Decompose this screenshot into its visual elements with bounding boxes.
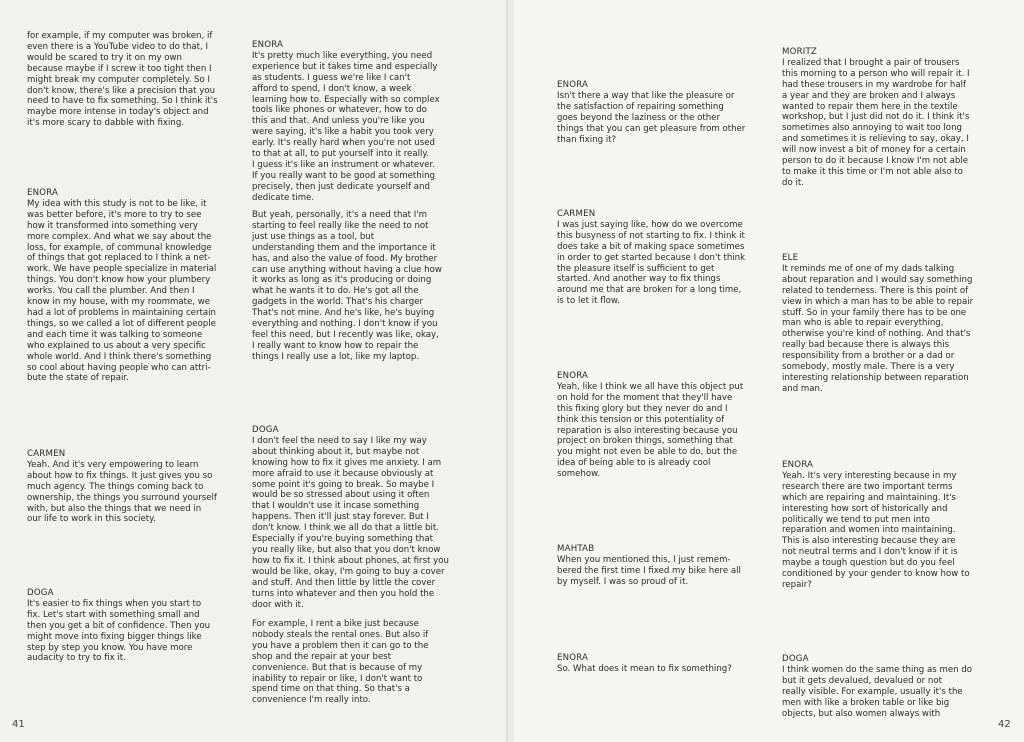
speaker-name: ENORA <box>252 40 284 50</box>
speech-block <box>782 460 1007 591</box>
speech-text: But yeah, personally, it's a need that I'm starting to feel really like the need to not just use things as a tool, but understanding them and the importance it has, and also the value of food. My brother can use anything without having a clue how it works as long as it's producing or doing what he wants it to do. He's got all the gadgets in the world. That's his charger That's not mine. And he's like, he's buying everything and nothing. I don't know if you feel this need, but I recently was like, okay, I really want to know how to repair the things I really use a lot, like my laptop. <box>252 210 442 362</box>
speech-block <box>252 40 472 204</box>
speech-text: Isn't there a way that like the pleasure or the satisfaction of repairing something goes beyond the laziness or the other things that you can get pleasure from other than fixing it? <box>557 90 746 145</box>
speech-text: for example, if my computer was broken, if even there is a YouTube video to do that, I would be scared to try it on my own because maybe if I screw it too tight then I might break my computer completely. So I don't know, there's like a precision that you need to have to fix something. So I think it's maybe more intense in today's object and it's more scary to dabble with fixing. <box>27 31 218 129</box>
speaker-name: ELE <box>782 253 799 263</box>
speech-block <box>557 544 769 588</box>
left-page <box>0 0 508 742</box>
speech-text: Yeah. It's very interesting because in my research there are two important terms which are repairing and maintaining. It's interesting how sort of historically and politically we tend to put men into reparation and women into maintaining. This is also interesting because they are not neutral terms and I don't know if it is maybe a tough question but do you feel conditioned by your gender to know how to repair? <box>782 470 970 590</box>
speech-block <box>557 80 769 145</box>
speech-block <box>27 588 239 664</box>
page-number: 41 <box>12 719 25 730</box>
speaker-name: ENORA <box>557 371 589 381</box>
speaker-name: ENORA <box>782 460 814 470</box>
speech-text: When you mentioned this, I just remem- bered the first time I fixed my bike here all by myself. I was so proud of it. <box>557 554 741 587</box>
speaker-name: DOGA <box>27 588 54 598</box>
speech-block <box>252 425 472 610</box>
speech-text: It's pretty much like everything, you need experience but it takes time and especially as students. I guess we're like I can't afford to spend, I don't know, a week learning how to. Especially with so complex tools like phones or whatever, how to do this and that. And unless you're like you were saying, it's like a habit you took very early. It's really hard when you're not used to that at all, to put yourself into it really. I guess it's like an instrument or whatever. If you really want to be good at something precisely, then just dedicate yourself and dedicate time. <box>252 50 440 203</box>
speech-block <box>252 619 472 706</box>
page-number: 42 <box>998 719 1011 730</box>
speaker-name: CARMEN <box>557 209 596 219</box>
speech-block <box>27 449 239 525</box>
speech-text: I realized that I brought a pair of trousers this morning to a person who will repair it. I had these trousers in my wardrobe for half a year and they are broken and I always wanted to repair them here in the textile workshop, but I just did not do it. I think it's sometimes also annoying to wait too long and sometimes it is relieving to say, okay, I will now invest a bit of money for a certain person to do it because I know I'm not able to make it this time or I'm not able also to do it. <box>782 57 970 188</box>
speech-block <box>27 31 239 129</box>
speaker-name: DOGA <box>252 425 279 435</box>
speech-text: Yeah, like I think we all have this object put on hold for the moment that they'll have this fixing glory but they never do and I think this tension or this potentiality of reparation is also interesting because you project on broken things, something that you might not even be able to do, but the idea of being able to is already cool somehow. <box>557 381 744 480</box>
speaker-name: MORITZ <box>782 47 818 57</box>
speaker-name: ENORA <box>27 188 59 198</box>
speech-block <box>557 209 769 307</box>
speech-block <box>557 653 769 675</box>
speech-block <box>782 253 1007 395</box>
speech-text: Yeah. And it's very empowering to learn about how to fix things. It just gives you so much agency. The things coming back to ownership, the things you surround yourself with, but also the things that we need in our life to work in this society. <box>27 459 217 525</box>
speech-text: It's easier to fix things when you start to fix. Let's start with something small and then you get a bit of confidence. Then you might move into fixing bigger things like step by step you know. You have more audacity to try to fix it. <box>27 598 211 664</box>
speaker-name: MAHTAB <box>557 544 595 554</box>
speech-text: My idea with this study is not to be like, it was better before, it's more to try to see how it transformed into something very more complex. And what we say about the loss, for example, of communal knowledge of things that got replaced to I think a net- work. We have people specialize in material things. You don't know how your plumbery works. You call the plumber. And then I know in my house, with my roommate, we had a lot of problems in maintaining certain things, so we called a lot of different people and each time it was talking to someone who explained to us about a very specific whole world. And I think there's something so cool about having people who can attri- bute the state of repair. <box>27 198 217 384</box>
speech-block <box>252 210 472 363</box>
speaker-name: ENORA <box>557 653 589 663</box>
speech-block <box>782 47 1007 189</box>
speech-text: So. What does it mean to fix something? <box>557 663 732 674</box>
speech-block <box>27 188 239 384</box>
speech-block <box>782 654 1007 719</box>
speaker-name: CARMEN <box>27 449 66 459</box>
right-page <box>514 0 1024 742</box>
speaker-name: ENORA <box>557 80 589 90</box>
speech-text: It reminds me of one of my dads talking about reparation and I would say something related to tenderness. There is this point of view in which a man has to be able to repair stuff. So in your family there has to be one man who is able to repair everything, otherwise you're kind of nothing. And that's really bad because there is always this responsibility from a brother or a dad or somebody, mostly male. There is a very interesting relationship between reparation and man. <box>782 263 974 394</box>
speech-text: I think women do the same thing as men do but it gets devalued, devalued or not really visible. For example, usually it's the men with like a broken table or like big objects, but also women always with <box>782 664 973 719</box>
speech-text: I was just saying like, how do we overcome this busyness of not starting to fix. I think it does take a bit of making space sometimes in order to get started because I don't think the pleasure itself is sufficient to get started. And another way to fix things around me that are broken for a long time, is to let it flow. <box>557 219 746 307</box>
speech-block <box>557 371 769 480</box>
speaker-name: DOGA <box>782 654 809 664</box>
speech-text: I don't feel the need to say I like my way about thinking about it, but maybe not knowing how to fix it gives me anxiety. I am more afraid to use it because obviously at some point it's going to break. So maybe I would be so stressed about using it often that I wouldn't use it incase something happens. Then it'll just stay forever. But I don't know. I think we all do that a little bit. Especially if you're buying something that you really like, but also that you don't know how to fix it. I think about phones, at first you would be like, okay, I'm going to buy a cover and stuff. And then little by little the cover turns into whatever and then you hold the door with it. <box>252 435 449 610</box>
speech-text: For example, I rent a bike just because nobody steals the rental ones. But also if you have a problem then it can go to the shop and the repair at your best convenience. But that is because of my inability to repair or like, I don't want to spend time on that thing. So that's a convenience I'm really into. <box>252 619 429 706</box>
